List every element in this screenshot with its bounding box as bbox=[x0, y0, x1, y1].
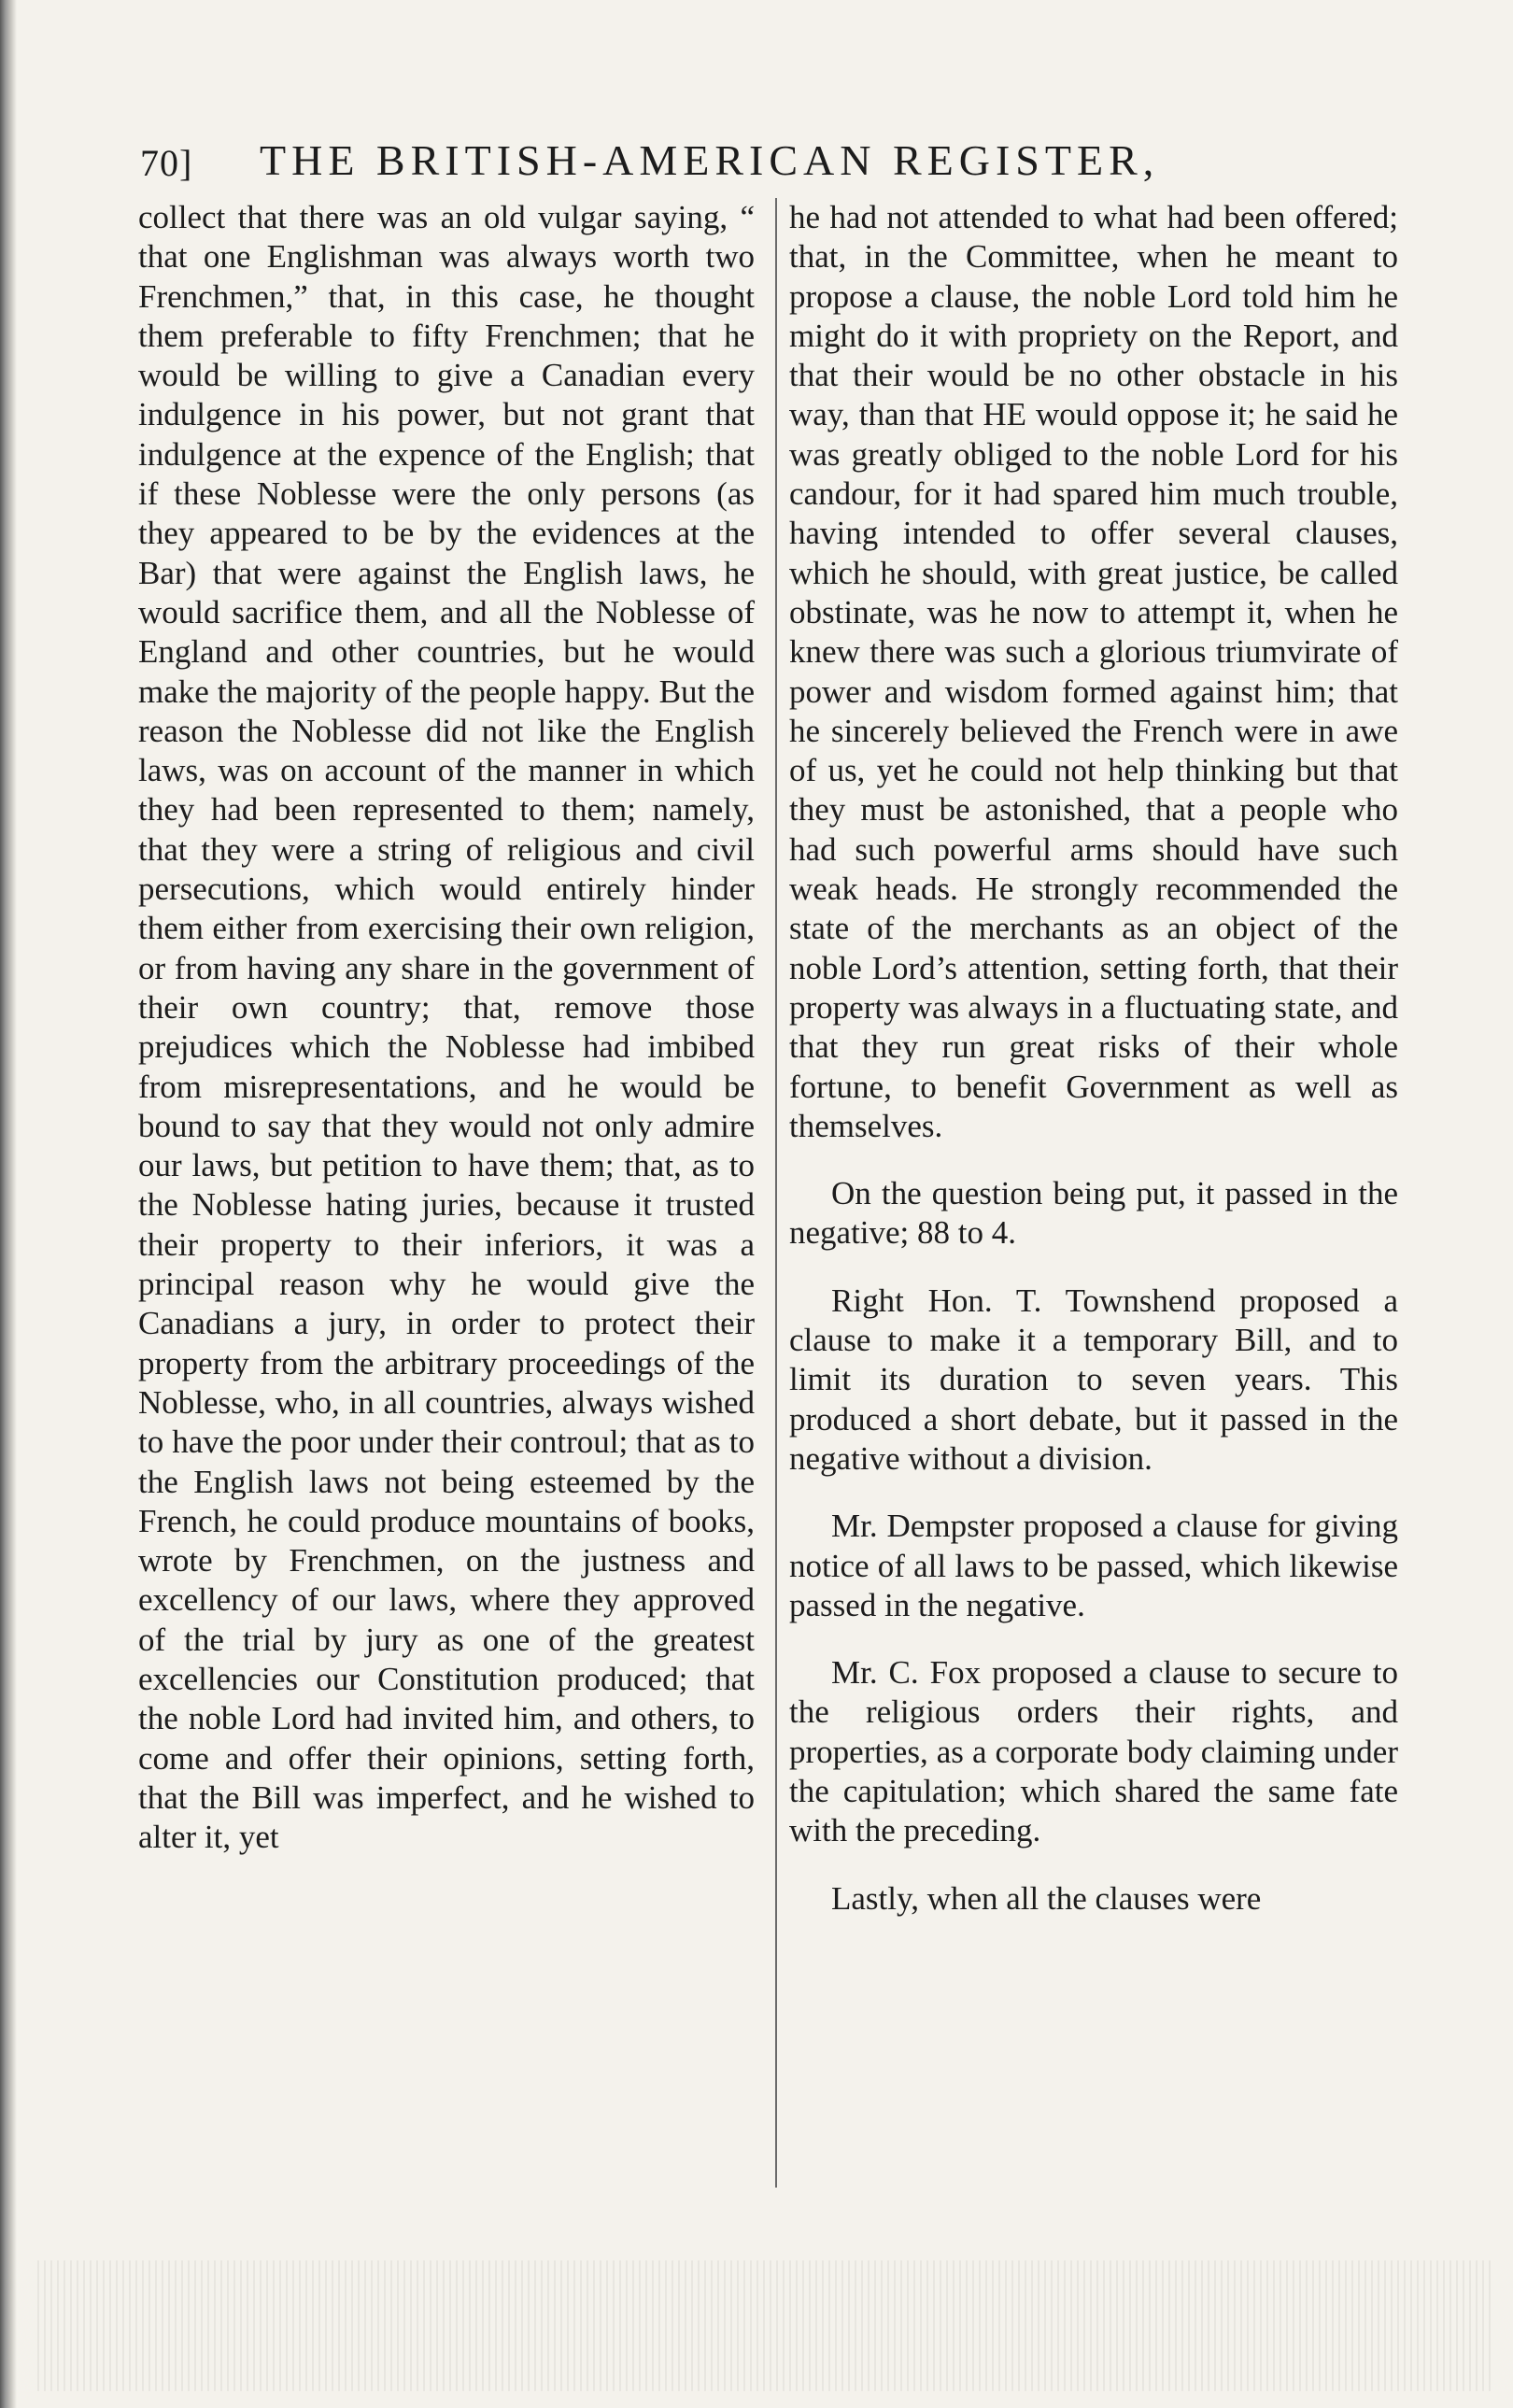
paragraph-townshend: Right Hon. T. Townshend proposed a clause to make it a temporary Bill, and to limit its duration to seven years. This produced a short debate, but it passed in the negative without a division. bbox=[789, 1282, 1398, 1477]
left-paragraph-1: collect that there was an old vulgar saying, “ that one Englishman was always worth two Frenchmen,” that, in this case, he thought them preferable to fifty Frenchmen; that he would be willing to give a Canadian every indulgence in his power, but not grant that indulgence at the expence of the English; that if these Noblesse were the only persons (as they appeared to be by the evidences at the Bar) that were against the English laws, he would sacrifice them, and all the Noblesse of England and other countries, but he would make the majority of the people happy. But the reason the Noblesse did not like the English laws, was on account of the manner in which they had been represented to them; namely, that they were a string of religious and civil persecutions, which would entirely hinder them either from exercising their own religion, or from having any share in the government of their own country; that, remove those prejudices which the Noblesse had imbibed from misrepresentations, and he would be bound to say that they would not only admire our laws, but petition to have them; that, as to the Noblesse hating juries, because it trusted their property to their inferiors, it was a principal reason why he would give the Canadians a jury, in order to protect their property from the arbitrary proceedings of the Noblesse, who, in all countries, always wished to have the poor under their controul; that as to the English laws not being esteemed by the French, he could produce mountains of books, wrote by Frenchmen, on the justness and excellency of our laws, where they approved of the trial by jury as one of the greatest excellencies our Constitution produced; that the noble Lord had invited him, and others, to come and offer their opinions, setting forth, that the Bill was imperfect, and he wished to alter it, yet bbox=[138, 199, 755, 1856]
page-number: 70] bbox=[140, 142, 193, 184]
column-divider bbox=[775, 198, 777, 2188]
paragraph-lastly: Lastly, when all the clauses were bbox=[831, 1879, 1262, 1917]
running-title: THE BRITISH-AMERICAN REGISTER, bbox=[260, 136, 1160, 184]
right-column bbox=[789, 198, 1398, 1919]
paragraph-question-put: On the question being put, it passed in the negative; 88 to 4. bbox=[789, 1175, 1398, 1252]
page-binding-edge bbox=[0, 0, 17, 2408]
print-noise-band bbox=[37, 2260, 1494, 2391]
page-header bbox=[140, 135, 1392, 201]
left-column bbox=[138, 198, 755, 1857]
right-continuation: he had not attended to what had been offered; that, in the Committee, when he meant to propose a clause, the noble Lord told him he might do it with propriety on the Report, and that their would be no other obstacle in his way, than that HE would oppose it; he said he was greatly obliged to the noble Lord for his candour, for it had spared him much trouble, having intended to offer several clauses, which he should, with great justice, be called obstinate, was he now to attempt it, when he knew there was such a glorious triumvirate of power and wisdom formed against him; that he sincerely believed the French were in awe of us, yet he could not help thinking but that they must be astonished, that a people who had such powerful arms should have such weak heads. He strongly recommended the state of the merchants as an object of the noble Lord’s attention, setting forth, that their property was always in a fluctuating state, and that they run great risks of their whole fortune, to benefit Government as well as themselves. bbox=[789, 199, 1398, 1144]
paragraph-dempster: Mr. Dempster proposed a clause for giving notice of all laws to be passed, which likewise passed in the negative. bbox=[789, 1508, 1398, 1623]
paragraph-fox: Mr. C. Fox proposed a clause to secure to the religious orders their rights, and properties, as a corporate body claiming under the capitulation; which shared the same fate with the preceding. bbox=[789, 1654, 1398, 1849]
